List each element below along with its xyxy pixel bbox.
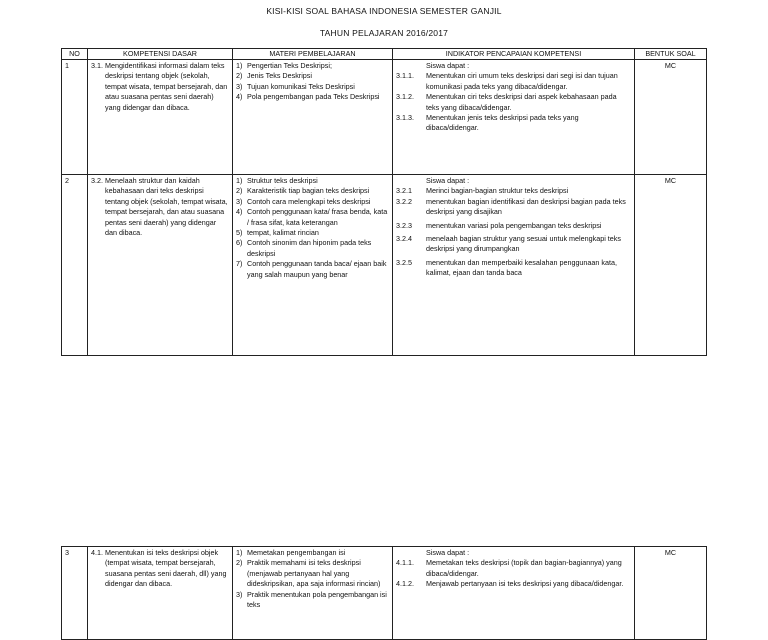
indikator-number: 3.1.2. [396, 92, 414, 102]
materi-cell [233, 547, 393, 640]
indikator-number: 3.2.4 [396, 234, 412, 244]
list-item [236, 238, 389, 259]
list-item [236, 228, 389, 238]
table-row [62, 175, 707, 356]
indikator-text: menentukan bagian identifikasi dan deskripsi bagian pada teks deskripsi yang disajikan [426, 196, 626, 217]
kd-text: Mengidentifikasi informasi dalam teks deskripsi tentang objek (sekolah, tempat wisata, tempat bersejarah, dan atau suasana pentas seni daerah) yang didengar dan dibaca. [105, 61, 228, 112]
list-item-text: Memetakan pengembangan isi [247, 548, 346, 557]
header-indikator: INDIKATOR PENCAPAIAN KOMPETENSI [393, 49, 635, 60]
indikator-item [396, 221, 631, 231]
list-item [236, 197, 389, 207]
kompetensi-dasar-cell [88, 175, 233, 356]
list-item [236, 92, 389, 102]
indikator-item [396, 258, 631, 279]
indikator-list [396, 186, 631, 278]
list-item-number: 4) [236, 92, 243, 102]
indikator-heading: Siswa dapat : [426, 548, 470, 557]
materi-list [236, 61, 389, 103]
table-row [62, 60, 707, 175]
list-item-number: 1) [236, 176, 243, 185]
kompetensi-dasar-cell [88, 547, 233, 640]
list-item-text: Pengertian Teks Deskripsi; [247, 61, 332, 70]
materi-list [236, 548, 389, 610]
indikator-text: menentukan variasi pola pengembangan teks deskripsi [426, 220, 602, 230]
bentuk-soal-cell: MC [635, 547, 707, 640]
list-item-number: 2) [236, 186, 243, 196]
list-item-text: Praktik menentukan pola pengembangan isi teks [247, 589, 387, 610]
list-item-number: 1) [236, 548, 243, 557]
indikator-number: 3.1.1. [396, 71, 414, 81]
list-item [236, 207, 389, 228]
indikator-text: Menentukan jenis teks deskripsi pada teks yang dibaca/didengar. [426, 113, 579, 133]
list-item-number: 5) [236, 228, 243, 238]
indikator-cell [393, 175, 635, 356]
header-no: NO [62, 49, 88, 60]
list-item [236, 548, 389, 558]
indikator-list [396, 71, 631, 133]
indikator-text: Memetakan teks deskripsi (topik dan bagian-bagiannya) yang dibaca/didengar. [426, 558, 622, 578]
kd-number: 4.1. [91, 548, 103, 557]
list-item-text: Contoh penggunaan kata/ frasa benda, kata / frasa sifat, kata keterangan [247, 207, 388, 227]
list-item [236, 176, 389, 186]
list-item-text: Contoh sinonim dan hiponim pada teks deskripsi [247, 238, 372, 258]
list-item-text: Contoh penggunaan tanda baca/ ejaan baik yang salah maupun yang benar [247, 259, 387, 279]
header-materi-pembelajaran: MATERI PEMBELAJARAN [233, 49, 393, 60]
indikator-text: Menentukan ciri teks deskripsi dari aspek kebahasaan pada teks yang dibaca/didengar. [426, 92, 617, 112]
indikator-cell [393, 60, 635, 175]
list-item [236, 61, 389, 71]
kd-number: 3.1. [91, 61, 103, 70]
bentuk-soal-cell: MC [635, 175, 707, 356]
kd-text: Menentukan isi teks deskripsi objek (tempat wisata, tempat bersejarah, suasana pentas seni daerah, dll) yang didengar dan dibaca. [105, 548, 227, 589]
document-subtitle: TAHUN PELAJARAN 2016/2017 [319, 28, 449, 38]
indikator-list [396, 558, 631, 589]
list-item [236, 82, 389, 92]
list-item-text: Pola pengembangan pada Teks Deskripsi [247, 92, 380, 102]
indikator-number: 4.1.1. [396, 558, 414, 568]
list-item-text: Jenis Teks Deskripsi [247, 71, 312, 81]
indikator-cell [393, 547, 635, 640]
indikator-item [396, 558, 631, 579]
list-item-text: Praktik memahami isi teks deskripsi (menjawab pertanyaan hal yang dideskripsikan, apa saja informasi rincian) [247, 558, 381, 589]
header-bentuk-soal: BENTUK SOAL [635, 49, 707, 60]
list-item [236, 558, 389, 589]
indikator-number: 4.1.2. [396, 579, 414, 589]
list-item-text: Contoh cara melengkapi teks deskripsi [247, 196, 371, 206]
indikator-text: Merinci bagian-bagian struktur teks deskripsi [426, 186, 569, 196]
indikator-text: menentukan dan memperbaiki kesalahan penggunaan kata, kalimat, ejaan dan tanda baca [426, 257, 618, 278]
kompetensi-dasar-cell [88, 60, 233, 175]
list-item-number: 4) [236, 207, 243, 217]
list-item-text: tempat, kalimat rincian [247, 228, 319, 238]
list-item [236, 186, 389, 196]
list-item-number: 6) [236, 238, 243, 248]
list-item-number: 7) [236, 259, 243, 269]
bentuk-soal-cell: MC [635, 60, 707, 175]
list-item-text: Struktur teks deskripsi [247, 176, 318, 185]
list-item-text: Karakteristik tiap bagian teks deskripsi [247, 186, 370, 196]
list-item [236, 71, 389, 81]
document-title: KISI-KISI SOAL BAHASA INDONESIA SEMESTER GANJIL [266, 6, 502, 16]
list-item [236, 590, 389, 611]
header-kompetensi-dasar: KOMPETENSI DASAR [88, 49, 233, 60]
indikator-text: Menentukan ciri umum teks deskripsi dari segi isi dan tujuan komunikasi pada teks yang dibaca/didengar. [426, 71, 618, 91]
kd-number: 3.2. [91, 176, 103, 185]
indikator-text: Menjawab pertanyaan isi teks deskripsi yang dibaca/didengar. [426, 579, 624, 589]
indikator-number: 3.2.2 [396, 196, 412, 206]
materi-cell [233, 60, 393, 175]
list-item-number: 1) [236, 61, 243, 70]
list-item-number: 2) [236, 71, 243, 81]
materi-list [236, 176, 389, 280]
row-number: 3 [62, 547, 88, 640]
indikator-heading: Siswa dapat : [426, 61, 470, 70]
list-item [236, 259, 389, 280]
row-number: 1 [62, 60, 88, 175]
indikator-item [396, 197, 631, 218]
list-item-number: 3) [236, 81, 243, 91]
kisi-kisi-table-page-2 [61, 546, 707, 640]
list-item-number: 3) [236, 196, 243, 206]
table-header-row [62, 49, 707, 60]
indikator-number: 3.1.3. [396, 113, 414, 123]
list-item-number: 3) [236, 589, 243, 599]
list-item-number: 2) [236, 558, 243, 568]
row-number: 2 [62, 175, 88, 356]
indikator-heading: Siswa dapat : [426, 176, 470, 185]
indikator-item [396, 71, 631, 92]
indikator-number: 3.2.3 [396, 220, 412, 230]
indikator-item [396, 186, 631, 196]
indikator-item [396, 113, 631, 134]
indikator-item [396, 579, 631, 589]
kisi-kisi-table-page-1 [61, 48, 707, 356]
indikator-item [396, 92, 631, 113]
table-row [62, 547, 707, 640]
indikator-item [396, 234, 631, 255]
indikator-number: 3.2.5 [396, 257, 412, 267]
indikator-text: menelaah bagian struktur yang sesuai untuk melengkapi teks deskripsi yang dirumpangkan [426, 234, 621, 254]
list-item-text: Tujuan komunikasi Teks Deskripsi [247, 81, 355, 91]
materi-cell [233, 175, 393, 356]
kd-text: Menelaah struktur dan kaidah kebahasaan dari teks deskripsi tentang objek (sekolah, tempat wisata, tempat bersejarah, dan atau suasana pentas seni daerah) yang didengar dan dibaca. [105, 176, 228, 238]
indikator-number: 3.2.1 [396, 186, 412, 196]
